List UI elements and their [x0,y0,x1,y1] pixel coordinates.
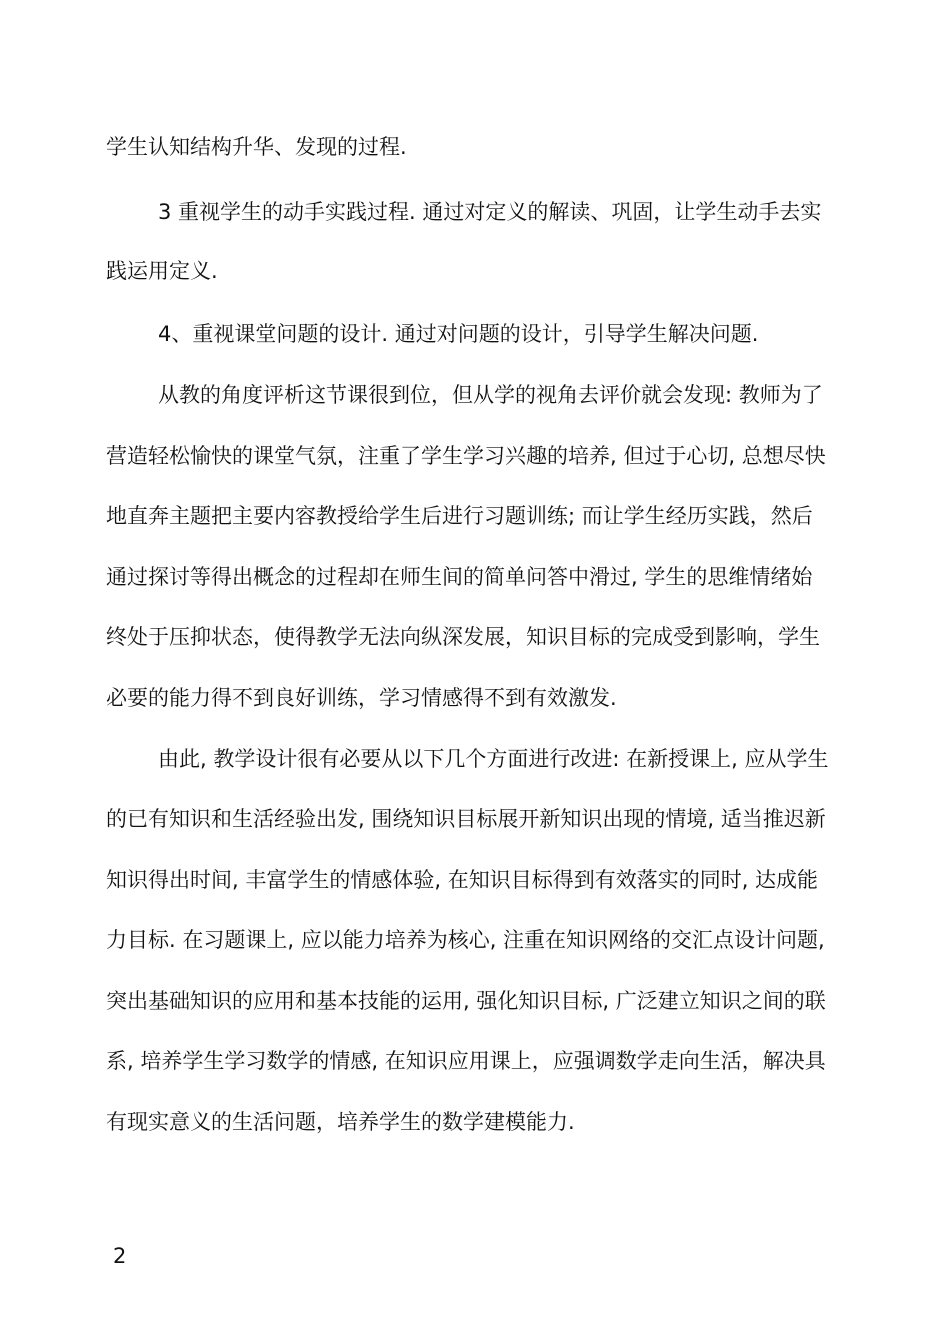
paragraph-line: 通过探讨等得出概念的过程却在师生间的简单问答中滑过, 学生的思维情绪始 [106,565,813,589]
paragraph-line: 地直奔主题把主要内容教授给学生后进行习题训练; 而让学生经历实践，然后 [106,504,813,528]
paragraph-line: 力目标. 在习题课上, 应以能力培养为核心, 注重在知识网络的交汇点设计问题, [106,928,825,952]
paragraph-line: 3 重视学生的动手实践过程. 通过对定义的解读、巩固，让学生动手去实 [158,200,822,224]
paragraph-line: 的已有知识和生活经验出发, 围绕知识目标展开新知识出现的情境, 适当推迟新 [106,807,826,831]
paragraph-line: 有现实意义的生活问题，培养学生的数学建模能力. [106,1110,575,1134]
paragraph-line: 营造轻松愉快的课堂气氛，注重了学生学习兴趣的培养, 但过于心切, 总想尽快 [106,444,826,468]
paragraph-line: 终处于压抑状态，使得教学无法向纵深发展，知识目标的完成受到影响，学生 [106,625,820,649]
paragraph-line: 从教的角度评析这节课很到位，但从学的视角去评价就会发现: 教师为了 [158,383,823,407]
paragraph-line: 学生认知结构升华、发现的过程. [106,135,407,159]
paragraph-line: 系, 培养学生学习数学的情感, 在知识应用课上，应强调数学走向生活，解决具 [106,1049,826,1073]
paragraph-line: 4、重视课堂问题的设计. 通过对问题的设计，引导学生解决问题. [158,322,759,346]
paragraph-line: 践运用定义. [106,259,218,283]
paragraph-line: 突出基础知识的应用和基本技能的运用, 强化知识目标, 广泛建立知识之间的联 [106,989,826,1013]
page-number: 2 [113,1244,127,1268]
paragraph-line: 由此, 教学设计很有必要从以下几个方面进行改进: 在新授课上, 应从学生 [158,747,829,771]
paragraph-line: 知识得出时间, 丰富学生的情感体验, 在知识目标得到有效落实的同时, 达成能 [106,868,819,892]
paragraph-line: 必要的能力得不到良好训练，学习情感得不到有效激发. [106,686,617,710]
